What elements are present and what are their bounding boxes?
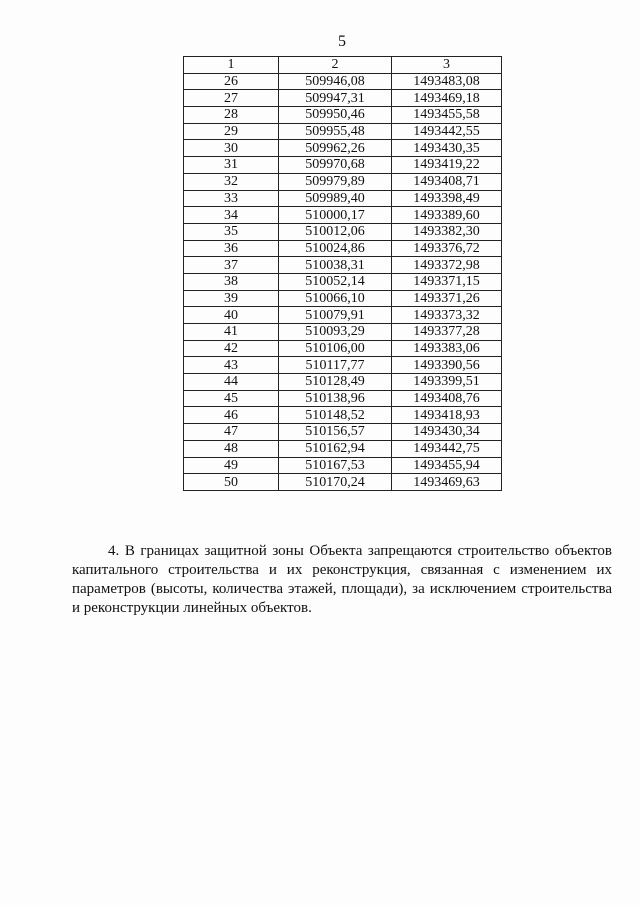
table-row [184,440,502,457]
y-coordinate-cell: 1493418,93 [392,407,502,424]
x-coordinate-cell: 510000,17 [279,207,392,224]
point-number-cell: 43 [184,357,279,374]
y-coordinate-cell: 1493377,28 [392,324,502,341]
x-coordinate-cell: 509979,89 [279,173,392,190]
y-coordinate-cell: 1493371,26 [392,290,502,307]
point-number-cell: 46 [184,407,279,424]
x-coordinate-cell: 510052,14 [279,273,392,290]
table-row [184,223,502,240]
y-coordinate-cell: 1493399,51 [392,374,502,391]
y-coordinate-cell: 1493408,71 [392,173,502,190]
y-coordinate-cell: 1493442,55 [392,123,502,140]
y-coordinate-cell: 1493455,94 [392,457,502,474]
point-number-cell: 45 [184,390,279,407]
table-row [184,457,502,474]
point-number-cell: 39 [184,290,279,307]
clause-4-paragraph: 4. В границах защитной зоны Объекта запрещаются строительство объектов капитального строительства и их реконструкция, связанная с изменением их параметров (высоты, количества этажей, площади), за исключением строительства и реконструкции линейных объектов. [72,543,612,616]
x-coordinate-cell: 510106,00 [279,340,392,357]
x-coordinate-cell: 509955,48 [279,123,392,140]
table-row [184,424,502,441]
point-number-cell: 49 [184,457,279,474]
point-number-cell: 35 [184,223,279,240]
point-number-cell: 34 [184,207,279,224]
x-coordinate-cell: 510170,24 [279,474,392,491]
x-coordinate-cell: 509970,68 [279,157,392,174]
y-coordinate-cell: 1493372,98 [392,257,502,274]
y-coordinate-cell: 1493455,58 [392,107,502,124]
table-row [184,390,502,407]
y-coordinate-cell: 1493469,18 [392,90,502,107]
page-number: 5 [338,33,346,50]
table-row [184,140,502,157]
y-coordinate-cell: 1493383,06 [392,340,502,357]
x-coordinate-cell: 510162,94 [279,440,392,457]
y-coordinate-cell: 1493376,72 [392,240,502,257]
table-row [184,157,502,174]
x-coordinate-cell: 510138,96 [279,390,392,407]
header-cell-2: 2 [279,57,392,74]
x-coordinate-cell: 509962,26 [279,140,392,157]
table-row [184,273,502,290]
x-coordinate-cell: 510128,49 [279,374,392,391]
point-number-cell: 26 [184,73,279,90]
y-coordinate-cell: 1493483,08 [392,73,502,90]
x-coordinate-cell: 510167,53 [279,457,392,474]
table-row [184,357,502,374]
table-row [184,90,502,107]
x-coordinate-cell: 510079,91 [279,307,392,324]
point-number-cell: 28 [184,107,279,124]
y-coordinate-cell: 1493373,32 [392,307,502,324]
coordinates-table [183,56,502,491]
y-coordinate-cell: 1493430,34 [392,424,502,441]
table-row [184,240,502,257]
header-cell-3: 3 [392,57,502,74]
point-number-cell: 27 [184,90,279,107]
table-row [184,123,502,140]
point-number-cell: 36 [184,240,279,257]
header-cell-1: 1 [184,57,279,74]
x-coordinate-cell: 510012,06 [279,223,392,240]
table-row [184,190,502,207]
point-number-cell: 37 [184,257,279,274]
point-number-cell: 41 [184,324,279,341]
table-row [184,107,502,124]
point-number-cell: 50 [184,474,279,491]
point-number-cell: 42 [184,340,279,357]
y-coordinate-cell: 1493442,75 [392,440,502,457]
y-coordinate-cell: 1493408,76 [392,390,502,407]
point-number-cell: 40 [184,307,279,324]
table-row [184,374,502,391]
x-coordinate-cell: 510148,52 [279,407,392,424]
point-number-cell: 33 [184,190,279,207]
table-row [184,324,502,341]
x-coordinate-cell: 509946,08 [279,73,392,90]
x-coordinate-cell: 510117,77 [279,357,392,374]
x-coordinate-cell: 510156,57 [279,424,392,441]
table-row [184,73,502,90]
table-row [184,257,502,274]
x-coordinate-cell: 509950,46 [279,107,392,124]
table-row [184,307,502,324]
table-header-row [184,57,502,74]
y-coordinate-cell: 1493398,49 [392,190,502,207]
coordinates-table-body [184,57,502,491]
point-number-cell: 38 [184,273,279,290]
table-row [184,173,502,190]
y-coordinate-cell: 1493390,56 [392,357,502,374]
point-number-cell: 31 [184,157,279,174]
x-coordinate-cell: 509947,31 [279,90,392,107]
point-number-cell: 30 [184,140,279,157]
x-coordinate-cell: 510038,31 [279,257,392,274]
point-number-cell: 29 [184,123,279,140]
y-coordinate-cell: 1493382,30 [392,223,502,240]
x-coordinate-cell: 510093,29 [279,324,392,341]
table-row [184,340,502,357]
table-row [184,474,502,491]
y-coordinate-cell: 1493430,35 [392,140,502,157]
table-row [184,207,502,224]
y-coordinate-cell: 1493371,15 [392,273,502,290]
point-number-cell: 44 [184,374,279,391]
table-row [184,407,502,424]
y-coordinate-cell: 1493389,60 [392,207,502,224]
y-coordinate-cell: 1493469,63 [392,474,502,491]
point-number-cell: 47 [184,424,279,441]
x-coordinate-cell: 510024,86 [279,240,392,257]
table-row [184,290,502,307]
point-number-cell: 32 [184,173,279,190]
point-number-cell: 48 [184,440,279,457]
x-coordinate-cell: 509989,40 [279,190,392,207]
x-coordinate-cell: 510066,10 [279,290,392,307]
y-coordinate-cell: 1493419,22 [392,157,502,174]
